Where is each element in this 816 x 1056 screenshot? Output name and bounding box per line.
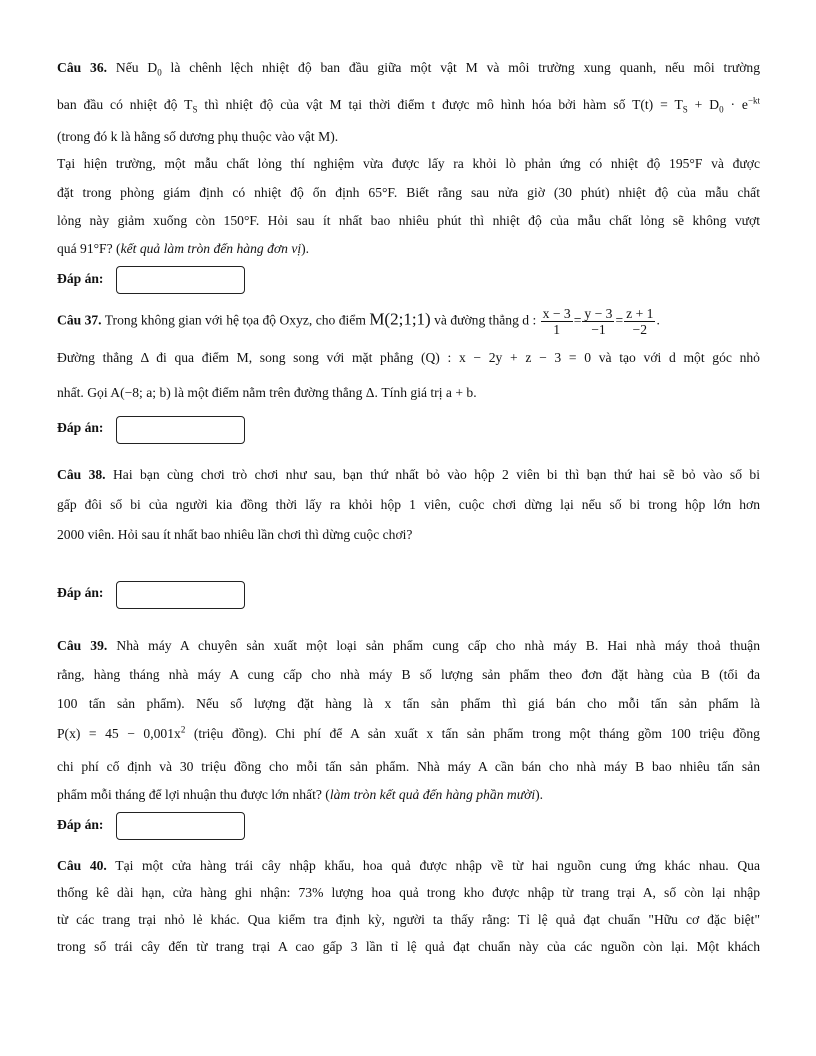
answer-input-q38[interactable]	[116, 581, 245, 609]
q38-line-2: gấp đôi số bi của người kia đồng thời lấy ra khỏi hộp 1 viên, cuộc chơi dừng lại nếu số bi trong hộp lớn hơn	[57, 497, 760, 512]
q36-line-1: Câu 36. Nếu $D_0$ là chênh lệch nhiệt độ ban đầu giữa một vật M và môi trường xung quanh, nếu môi trường	[57, 60, 760, 78]
answer-label-q36: Đáp án:	[57, 271, 104, 286]
answer-input-q37[interactable]	[116, 416, 245, 444]
q36-line-3: (trong đó k là hằng số dương phụ thuộc vào vật M).	[57, 129, 339, 144]
q36-line-2: ban đầu có nhiệt độ $T_S$ thì nhiệt độ của vật M tại thời điểm t được mô hình hóa bởi hàm số $T(t) = T_S + D_0 \cdot e^{-kt}$	[57, 95, 761, 115]
q36-line-4: Tại hiện trường, một mẫu chất lỏng thí nghiệm vừa được lấy ra khỏi lò phản ứng có nhiệt độ 195°F và được	[57, 156, 760, 171]
answer-label-q39: Đáp án:	[57, 817, 104, 832]
q38-line-3: 2000 viên. Hỏi sau ít nhất bao nhiêu lần chơi thì dừng cuộc chơi?	[57, 527, 413, 542]
q40-line-1: Câu 40. Tại một cửa hàng trái cây nhập khẩu, hoa quả được nhập về từ hai nguồn cung ứng khác nhau. Qua	[57, 858, 760, 873]
answer-label-q38: Đáp án:	[57, 585, 104, 600]
fraction-z: $\frac{z + 1}{-2}$	[626, 306, 654, 337]
q36-line-5: đặt trong phòng giám định có nhiệt độ ổn định 65°F. Biết rằng sau nửa giờ (30 phút) nhiệt độ của mẫu chất	[57, 185, 760, 200]
q40-line-2: thống kê dài hạn, cửa hàng ghi nhận: 73% lượng hoa quả trong kho được nhập từ trang trại A, số còn lại nhập	[57, 885, 760, 900]
q38-line-1: Câu 38. Hai bạn cùng chơi trò chơi như sau, bạn thứ nhất bỏ vào hộp 2 viên bi thì bạn thứ hai sẽ bỏ vào số bi	[57, 467, 760, 482]
answer-input-q36[interactable]	[116, 266, 245, 294]
q39-line-5: chi phí cố định và 30 triệu đồng cho mỗi tấn sản phẩm. Nhà máy A cần bán cho nhà máy B bao nhiêu tấn sản	[57, 759, 760, 774]
q37-line-3: nhất. Gọi A(−8; a; b) là một điểm nằm trên đường thẳng Δ. Tính giá trị a + b.	[57, 385, 477, 400]
q37-line-1: Câu 37. Trong không gian với hệ tọa độ Oxyz, cho điểm M(2;1;1) và đường thẳng d : $\frac{x - 3}{1}$ = $\frac{y - 3}{-1}$ = $\frac{z + 1}{-2}$ .	[57, 306, 660, 337]
question-number: Câu 40.	[57, 858, 107, 873]
fraction-x: $\frac{x - 3}{1}$	[542, 306, 571, 337]
question-number: Câu 37.	[57, 312, 102, 328]
q39-line-3: 100 tấn sản phẩm). Nếu số lượng đặt hàng là x tấn sản phẩm thì giá bán cho mỗi tấn sản phẩm là	[57, 696, 761, 711]
q40-line-4: trong số trái cây đến từ trang trại A cao gấp 3 lần tỉ lệ quả đạt chuẩn này của các nguồn còn lại. Một khách	[57, 939, 760, 954]
q39-line-4: $P(x) = 45 - 0,001x^2$ (triệu đồng). Chi phí để A sản xuất x tấn sản phẩm trong một tháng gồm 100 triệu đồng	[57, 724, 760, 741]
question-number: Câu 38.	[57, 467, 106, 482]
q37-line-2: Đường thẳng Δ đi qua điểm M, song song với mặt phẳng (Q) : x − 2y + z − 3 = 0 và tạo với d một góc nhỏ	[57, 350, 760, 365]
q39-line-6: phẩm mỗi tháng để lợi nhuận thu được lớn nhất? (làm tròn kết quả đến hàng phần mười).	[57, 787, 544, 802]
q36-line-6: lỏng này giảm xuống còn 150°F. Hỏi sau ít nhất bao nhiêu phút thì nhiệt độ của mẫu chất lỏng sẽ không vượt	[57, 213, 760, 228]
fraction-y: $\frac{y - 3}{-1}$	[584, 306, 613, 337]
answer-label-q37: Đáp án:	[57, 420, 104, 435]
q40-line-3: từ các trang trại nhỏ lẻ khác. Qua kiểm tra định kỳ, người ta thấy rằng: Tỉ lệ quả đạt chuẩn "Hữu cơ đặc biệt"	[57, 912, 760, 927]
question-number: Câu 36.	[57, 60, 108, 75]
answer-input-q39[interactable]	[116, 812, 245, 840]
q39-line-1: Câu 39. Nhà máy A chuyên sản xuất một loại sản phẩm cung cấp cho nhà máy B. Hai nhà máy thoả thuận	[57, 638, 760, 653]
q39-line-2: rằng, hàng tháng nhà máy A cung cấp cho nhà máy B số lượng sản phẩm theo đơn đặt hàng của B (tối đa	[57, 667, 760, 682]
q36-line-7: quá 91°F? (kết quả làm tròn đến hàng đơn vị).	[57, 241, 310, 256]
question-number: Câu 39.	[57, 638, 108, 653]
